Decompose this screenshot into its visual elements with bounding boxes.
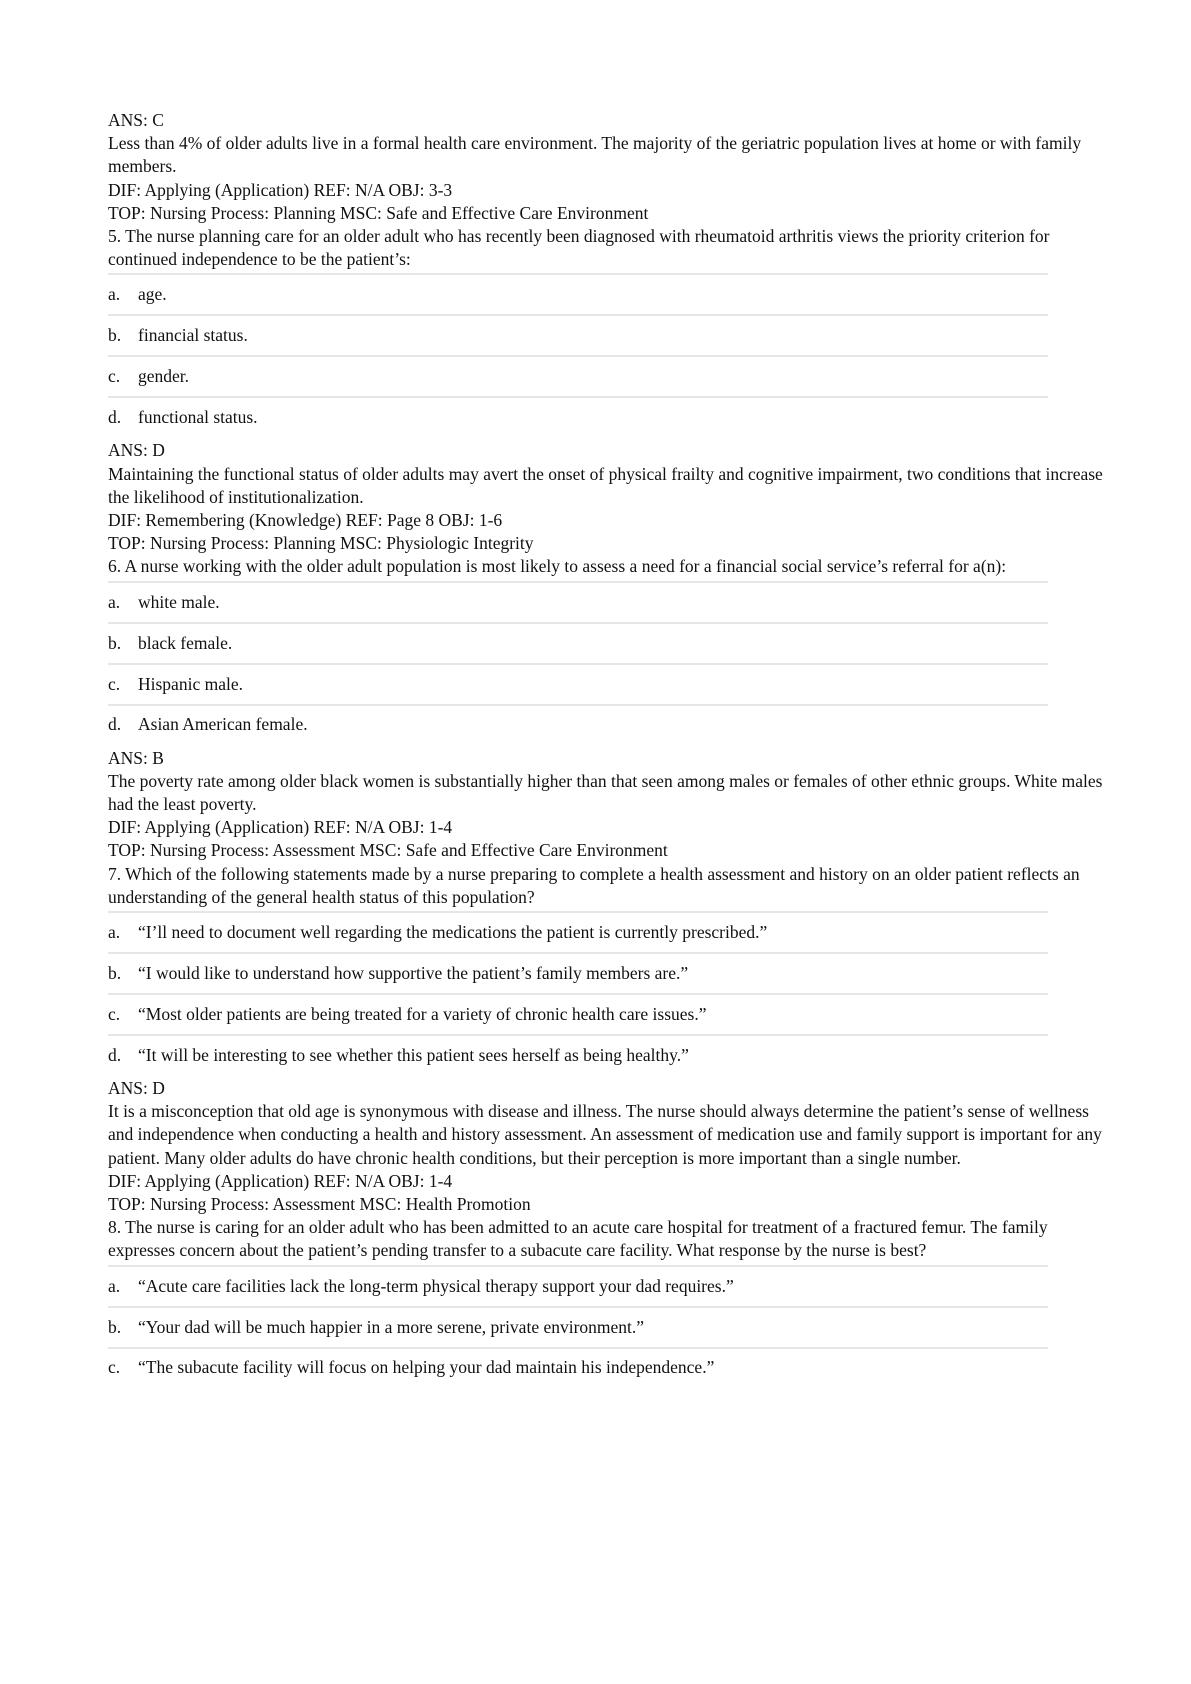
rationale: The poverty rate among older black women is substantially higher than that seen among males or females of other ethnic groups. White males had the least poverty. — [108, 770, 1103, 815]
answer-block-q4 — [108, 109, 1118, 225]
answer-key: ANS: D — [108, 440, 165, 461]
option-text: white male. — [138, 591, 220, 612]
option-a — [108, 275, 1048, 316]
option-text: “Acute care facilities lack the long-term physical therapy support your dad requires.” — [138, 1275, 734, 1296]
option-text: age. — [138, 284, 167, 305]
option-text: “I’ll need to document well regarding the medications the patient is currently prescribed.” — [138, 922, 768, 943]
option-letter: c. — [108, 1004, 121, 1025]
option-c — [108, 995, 1048, 1036]
question-stem: 5. The nurse planning care for an older adult who has recently been diagnosed with rheumatoid arthritis views the priority criterion for continued independence to be the patient’s: — [108, 226, 1050, 270]
answer-block — [108, 747, 1118, 863]
answer-key: ANS: D — [108, 1078, 165, 1099]
option-text: “It will be interesting to see whether this patient sees herself as being healthy.” — [138, 1044, 689, 1065]
options-list — [108, 911, 1048, 1074]
option-c — [108, 357, 1048, 398]
option-c — [108, 1349, 1048, 1387]
option-text: black female. — [138, 632, 233, 653]
answer-key: ANS: C — [108, 110, 164, 130]
option-d — [108, 1036, 1048, 1074]
rationale: Maintaining the functional status of older adults may avert the onset of physical frailty and cognitive impairment, two conditions that increase the likelihood of institutionalization. — [108, 463, 1103, 507]
difficulty-line: DIF: Applying (Application) REF: N/A OBJ: 3-3 — [108, 179, 453, 200]
option-letter: d. — [108, 1044, 122, 1065]
answer-block — [108, 1077, 1118, 1216]
option-letter: c. — [108, 366, 121, 387]
question-stem: 6. A nurse working with the older adult population is most likely to assess a need for a financial social service’s referral for a(n): — [108, 556, 1007, 577]
option-a — [108, 1267, 1048, 1308]
option-letter: c. — [108, 1357, 121, 1378]
question-5 — [108, 225, 1118, 555]
options-list — [108, 1265, 1048, 1387]
difficulty-line: DIF: Remembering (Knowledge) REF: Page 8 OBJ: 1-6 — [108, 510, 503, 531]
options-list — [108, 581, 1048, 744]
rationale: It is a misconception that old age is synonymous with disease and illness. The nurse should always determine the patient’s sense of wellness and independence when conducting a health and history assessment. An assessment of medication use and family support is important for any patient. Many older adults do have chronic health conditions, but their perception is more important than a single number. — [108, 1101, 1102, 1168]
answer-block — [108, 439, 1118, 555]
option-letter: a. — [108, 591, 121, 612]
option-text: Asian American female. — [138, 714, 308, 735]
topic-line: TOP: Nursing Process: Planning MSC: Safe and Effective Care Environment — [108, 202, 649, 223]
option-text: financial status. — [138, 325, 248, 346]
question-stem: 7. Which of the following statements made by a nurse preparing to complete a health assessment and history on an older patient reflects an understanding of the general health status of this population? — [108, 863, 1080, 907]
question-stem: 8. The nurse is caring for an older adult who has been admitted to an acute care hospital for treatment of a fractured femur. The family expresses concern about the patient’s pending transfer to a subacute care facility. What response by the nurse is best? — [108, 1217, 1048, 1261]
option-letter: b. — [108, 632, 122, 653]
option-c — [108, 665, 1048, 706]
option-text: “Most older patients are being treated for a variety of chronic health care issues.” — [138, 1004, 707, 1025]
difficulty-line: DIF: Applying (Application) REF: N/A OBJ: 1-4 — [108, 1170, 453, 1191]
option-letter: d. — [108, 406, 122, 427]
option-letter: b. — [108, 1316, 122, 1337]
option-text: “I would like to understand how supportive the patient’s family members are.” — [138, 963, 689, 984]
option-b — [108, 1308, 1048, 1349]
rationale: Less than 4% of older adults live in a formal health care environment. The majority of the geriatric population lives at home or with family members. — [108, 133, 1082, 177]
option-letter: b. — [108, 963, 122, 984]
option-b — [108, 954, 1048, 995]
option-letter: a. — [108, 922, 121, 943]
option-a — [108, 913, 1048, 954]
option-b — [108, 316, 1048, 357]
options-list — [108, 273, 1048, 436]
document-page — [108, 109, 1118, 1387]
option-letter: a. — [108, 284, 121, 305]
option-text: gender. — [138, 366, 190, 387]
option-b — [108, 624, 1048, 665]
option-d — [108, 706, 1048, 744]
option-text: “Your dad will be much happier in a more serene, private environment.” — [138, 1316, 645, 1337]
topic-line: TOP: Nursing Process: Planning MSC: Physiologic Integrity — [108, 533, 534, 554]
question-8 — [108, 1216, 1118, 1386]
option-a — [108, 583, 1048, 624]
option-text: “The subacute facility will focus on helping your dad maintain his independence.” — [138, 1357, 715, 1378]
question-6 — [108, 555, 1118, 862]
answer-key: ANS: B — [108, 747, 164, 768]
question-7 — [108, 863, 1118, 1217]
option-d — [108, 398, 1048, 436]
option-letter: d. — [108, 714, 122, 735]
difficulty-line: DIF: Applying (Application) REF: N/A OBJ: 1-4 — [108, 817, 453, 838]
option-letter: c. — [108, 673, 121, 694]
topic-line: TOP: Nursing Process: Assessment MSC: Safe and Effective Care Environment — [108, 840, 668, 861]
option-letter: b. — [108, 325, 122, 346]
option-text: functional status. — [138, 406, 258, 427]
option-letter: a. — [108, 1275, 121, 1296]
option-text: Hispanic male. — [138, 673, 243, 694]
topic-line: TOP: Nursing Process: Assessment MSC: Health Promotion — [108, 1194, 531, 1215]
